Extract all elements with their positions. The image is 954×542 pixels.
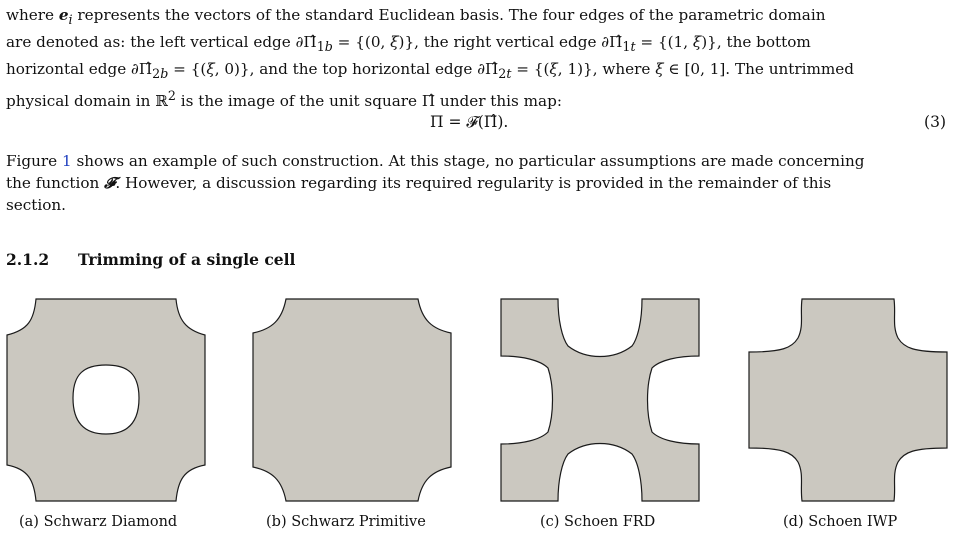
schoen-iwp-shape	[748, 298, 948, 502]
paragraph-1-line: are denoted as: the left vertical edge $\partial\Pî_{1b} = \{(0$, ξ)}, the right vertical edge $\partial\Pî_{1t} = \{(1$, ξ)}, the bottom	[6, 33, 811, 55]
figure-c-schoen-frd	[500, 298, 700, 502]
paragraph-1-line: horizontal edge $\partial\Pî_{2b} = \{(\xi$, 0)}, and the top horizontal edge $\partial\Pî_{2t} = \{(\xi$, 1)}, where ξ ∈ [0, 1]. The untrimmed	[6, 60, 854, 82]
paragraph-1-line: where $e_i$ represents the vectors of the standard Euclidean basis. The four edges of the parametric domain	[6, 6, 826, 28]
equation-3	[0, 113, 954, 137]
section-number: 2.1.2	[6, 250, 50, 269]
figure-d-schoen-iwp	[748, 298, 948, 502]
schoen-frd-shape	[500, 298, 700, 502]
paragraph-2-line: section.	[6, 196, 67, 214]
paragraph-2-line: the function 𝓕. However, a discussion regarding its required regularity is provided in the remainder of this	[6, 174, 832, 192]
schwarz-diamond-shape	[6, 298, 206, 502]
section-heading	[6, 250, 295, 269]
paragraph-1	[6, 4, 950, 112]
equation-number: (3)	[924, 113, 946, 131]
section-title: Trimming of a single cell	[78, 250, 296, 269]
caption-b: (b) Schwarz Primitive	[266, 514, 426, 530]
paragraph-2-line: Figure 1 shows an example of such construction. At this stage, no particular assumptions are made concerning	[6, 152, 865, 170]
figure-a-schwarz-diamond	[6, 298, 206, 502]
paragraph-1-line: physical domain in ℝ$^2$ is the image of the unit square Π̂ under this map:	[6, 88, 562, 111]
figure-b-schwarz-primitive	[252, 298, 452, 502]
caption-a: (a) Schwarz Diamond	[19, 514, 178, 530]
caption-d: (d) Schoen IWP	[783, 514, 898, 530]
schwarz-primitive-shape	[252, 298, 452, 502]
figure-reference-link[interactable]: 1	[61, 152, 72, 170]
paragraph-2	[6, 150, 950, 216]
equation-expression: Π = 𝓕(Π̂).	[430, 113, 509, 131]
caption-c: (c) Schoen FRD	[540, 514, 656, 530]
